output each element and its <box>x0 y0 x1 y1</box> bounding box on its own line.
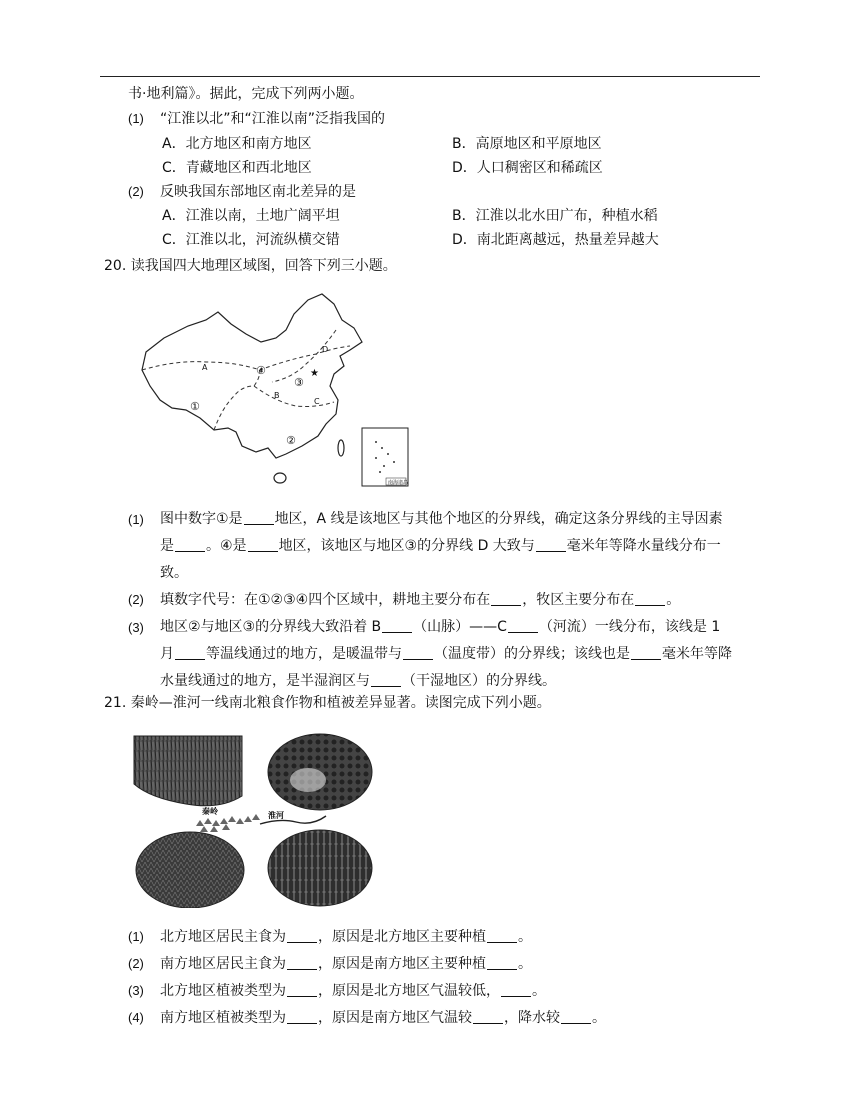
q19-sub1-option-b[interactable]: B．高原地区和平原地区 <box>452 136 602 152</box>
map-label-a: A <box>202 363 208 372</box>
map-label-region-4: ④ <box>256 364 266 377</box>
q21-sub2-text: 南方地区居民主食为 ，原因是南方地区主要种植 。 <box>160 956 532 972</box>
q19-sub1-option-a[interactable]: A．北方地区和南方地区 <box>162 136 312 152</box>
answer-blank[interactable] <box>473 1009 503 1024</box>
q19-sub1-option-d[interactable]: D．人口稠密区和稀疏区 <box>452 160 603 176</box>
answer-blank[interactable] <box>508 618 538 633</box>
qinling-huaihe-figure <box>130 730 375 908</box>
q20-sub3-text: 地区②与地区③的分界线大致沿着 B （山脉）——C （河流）一线分布，该线是 1 月 等温线通过的地方，是暖温带与 （温度带）的分界线；该线也是 毫米年等降 水量线通过的地方，是半湿润区与 （干湿地区）的分界线。 <box>160 619 732 689</box>
q20-sub2-number: (2) <box>128 592 144 607</box>
china-regions-map <box>136 290 416 490</box>
intro-line: 书·地利篇》。据此，完成下列两小题。 <box>128 86 364 102</box>
q21-sub3-number: (3) <box>128 983 144 998</box>
q19-sub2-option-b[interactable]: B．江淮以北水田广布，种植水稻 <box>452 208 658 224</box>
answer-blank[interactable] <box>487 928 517 943</box>
q21-sub4-number: (4) <box>128 1010 144 1025</box>
label-huaihe: 淮河 <box>268 811 284 820</box>
q21-sub4-text: 南方地区植被类型为 ，原因是南方地区气温较 ，降水较 。 <box>160 1010 606 1026</box>
boundary-d-line <box>272 330 336 382</box>
q20-sub1-text: 图中数字①是 地区，A 线是该地区与其他个地区的分界线，确定这条分界线的主导因素 是 。④是 地区，该地区与地区③的分界线 D 大致与 毫米年等降水量线分布一 致。 <box>160 511 723 581</box>
q19-sub2-option-d[interactable]: D．南北距离越远，热量差异越大 <box>452 232 659 248</box>
answer-blank[interactable] <box>491 591 521 606</box>
answer-blank[interactable] <box>403 645 433 660</box>
boundary-qinghai-tibet <box>214 370 260 430</box>
south-china-sea-inset <box>362 428 408 486</box>
inset-caption: 南海诸岛 <box>388 480 409 486</box>
answer-blank[interactable] <box>244 510 274 525</box>
q19-sub2-option-c[interactable]: C．江淮以北，河流纵横交错 <box>162 232 340 248</box>
q20-sub3-number: (3) <box>128 620 144 635</box>
answer-blank[interactable] <box>287 955 317 970</box>
q21-sub2-number: (2) <box>128 956 144 971</box>
china-outline <box>142 294 362 458</box>
wheat-photo <box>134 736 242 806</box>
q21-sub1-text: 北方地区居民主食为 ，原因是北方地区主要种植 。 <box>160 929 532 945</box>
q19-sub2-option-a[interactable]: A．江淮以南，土地广阔平坦 <box>162 208 340 224</box>
map-label-c: C <box>314 397 320 406</box>
q19-sub2-number: (2) <box>128 184 144 199</box>
map-label-region-2: ② <box>286 434 296 447</box>
boundary-a-line <box>142 346 350 370</box>
map-label-region-1: ① <box>190 400 200 413</box>
answer-blank[interactable] <box>536 537 566 552</box>
map-label-d: D <box>322 345 329 354</box>
q21-sub1-number: (1) <box>128 929 144 944</box>
bamboo-photo <box>268 830 372 906</box>
q19-sub2-stem: 反映我国东部地区南北差异的是 <box>160 184 356 200</box>
q19-sub1-option-c[interactable]: C．青藏地区和西北地区 <box>162 160 312 176</box>
answer-blank[interactable] <box>635 591 665 606</box>
answer-blank[interactable] <box>248 537 278 552</box>
answer-blank[interactable] <box>382 618 412 633</box>
boundary-bc-line <box>254 386 334 407</box>
answer-blank[interactable] <box>487 955 517 970</box>
map-capital-star: ★ <box>310 368 319 379</box>
answer-blank[interactable] <box>561 1009 591 1024</box>
q19-sub1-stem: “江淮以北”和“江淮以南”泛指我国的 <box>160 111 386 127</box>
q20-heading: 20. 读我国四大地理区域图，回答下列三小题。 <box>104 258 397 274</box>
answer-blank[interactable] <box>371 672 401 687</box>
label-qinling: 秦岭 <box>202 807 218 816</box>
answer-blank[interactable] <box>175 537 205 552</box>
q20-sub1-number: (1) <box>128 512 144 527</box>
map-label-b: B <box>274 391 280 400</box>
rice-photo <box>136 832 244 908</box>
q21-sub3-text: 北方地区植被类型为 ，原因是北方地区气温较低， 。 <box>160 983 546 999</box>
header-rule <box>100 76 760 77</box>
answer-blank[interactable] <box>287 1009 317 1024</box>
answer-blank[interactable] <box>631 645 661 660</box>
answer-blank[interactable] <box>501 982 531 997</box>
q20-sub2-text: 填数字代号：在①②③④四个区域中，耕地主要分布在 ，牧区主要分布在 。 <box>160 592 681 608</box>
answer-blank[interactable] <box>287 928 317 943</box>
qinling-mountains <box>196 814 260 832</box>
map-label-region-3: ③ <box>294 376 304 389</box>
answer-blank[interactable] <box>287 982 317 997</box>
q19-sub1-number: (1) <box>128 111 144 126</box>
answer-blank[interactable] <box>175 645 205 660</box>
q21-heading: 21. 秦岭—淮河一线南北粮食作物和植被差异显著。读图完成下列小题。 <box>104 695 551 711</box>
